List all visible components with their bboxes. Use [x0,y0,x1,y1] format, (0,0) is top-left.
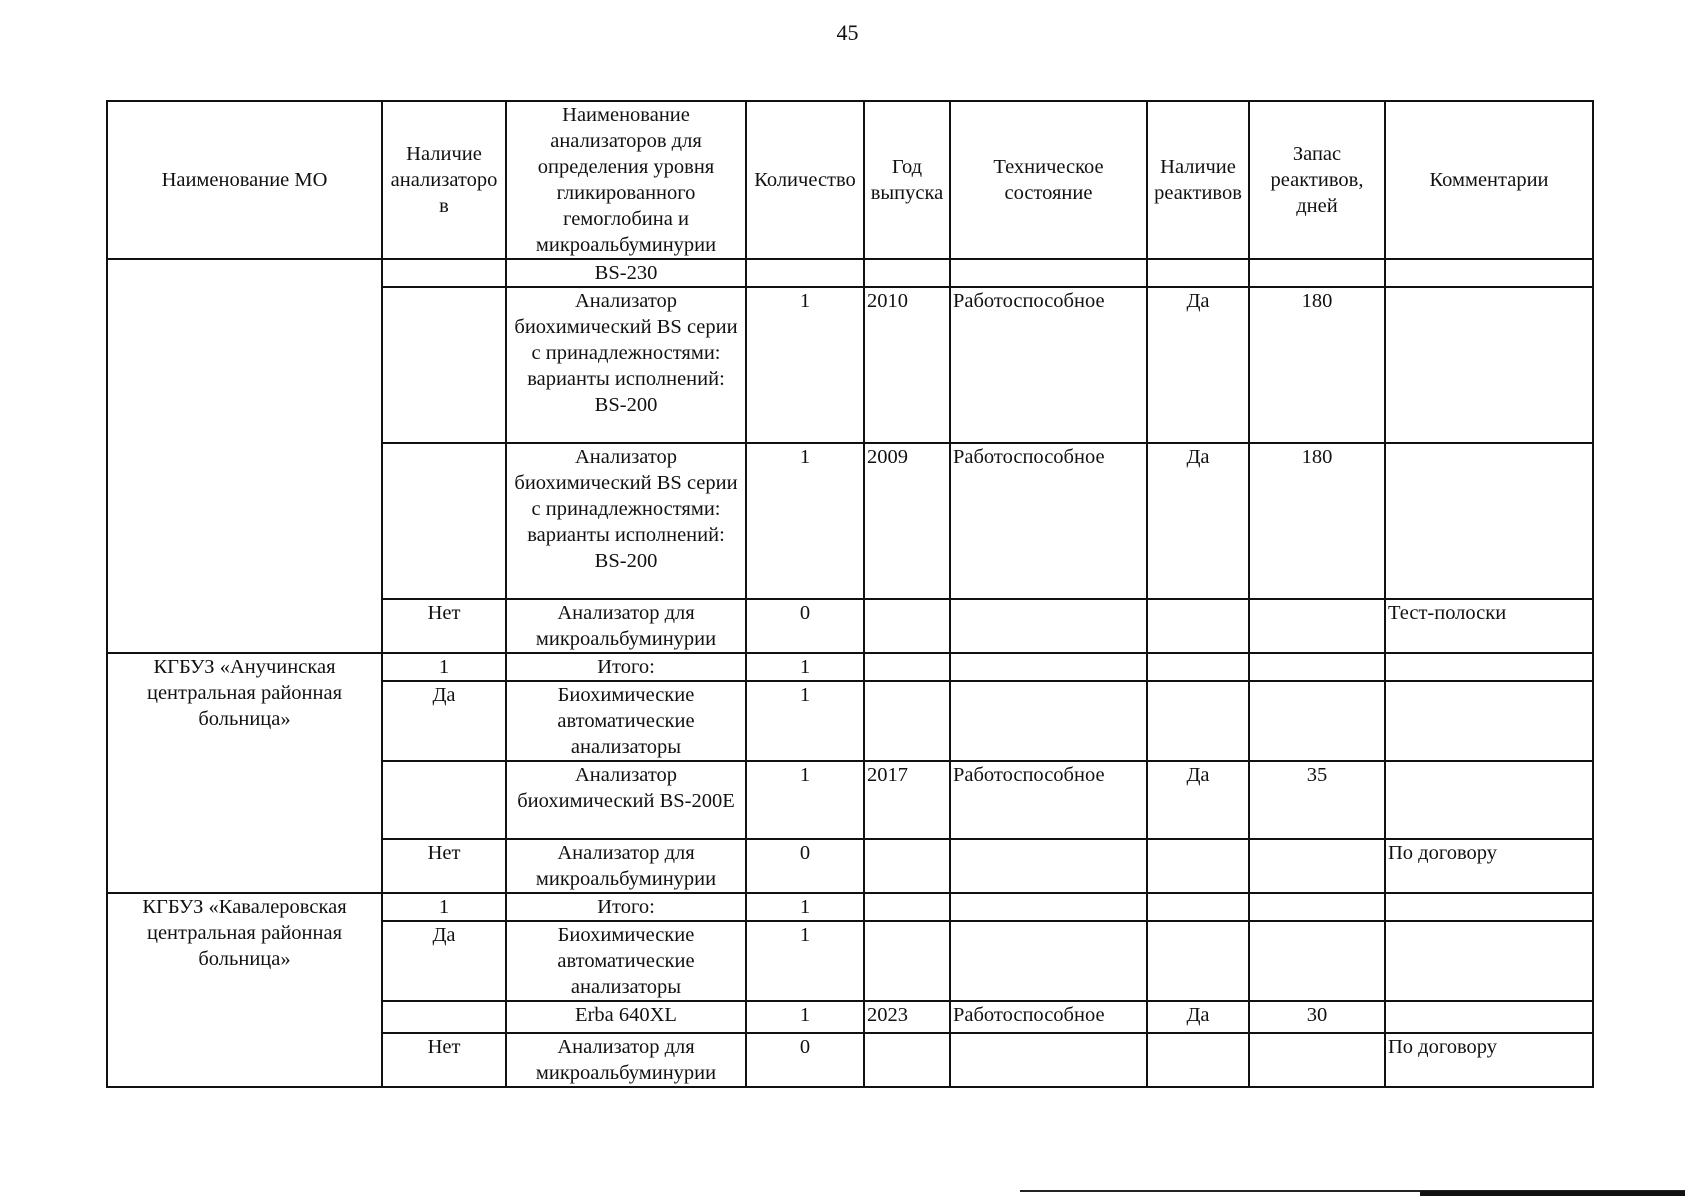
comment-cell [1385,893,1593,921]
year-cell: 2017 [864,761,950,839]
year-cell [864,839,950,893]
tech-state-cell [950,1033,1147,1087]
availability-cell: Нет [382,839,506,893]
reagents-cell [1147,893,1249,921]
comment-cell [1385,443,1593,599]
reserve-cell [1249,893,1385,921]
year-cell: 2023 [864,1001,950,1033]
quantity-cell: 1 [746,893,864,921]
reagents-cell [1147,259,1249,287]
availability-cell: 1 [382,893,506,921]
analyzer-name-cell: Анализатор биохимический BS серии с принадлежностями: варианты исполнений: BS-200 [506,287,746,443]
availability-cell: Нет [382,1033,506,1087]
table-row [107,893,1593,921]
year-cell: 2010 [864,287,950,443]
header-reserve: Запас реактивов, дней [1249,101,1385,259]
quantity-cell: 1 [746,1001,864,1033]
availability-cell [382,259,506,287]
availability-cell [382,761,506,839]
analyzer-name-cell: Анализатор биохимический BS-200E [506,761,746,839]
availability-cell: Нет [382,599,506,653]
tech-state-cell: Работоспособное [950,1001,1147,1033]
analyzer-name-cell: Анализатор биохимический BS серии с принадлежностями: варианты исполнений: BS-200 [506,443,746,599]
reagents-cell [1147,1033,1249,1087]
reagents-cell [1147,681,1249,761]
mo-name-cell: КГБУЗ «Анучинская центральная районная больница» [107,653,382,893]
analyzer-name-cell: Анализатор для микроальбуминурии [506,599,746,653]
mo-name-cell: КГБУЗ «Кавалеровская центральная районная больница» [107,893,382,1087]
availability-cell [382,443,506,599]
tech-state-cell [950,921,1147,1001]
reserve-cell [1249,681,1385,761]
quantity-cell: 0 [746,839,864,893]
quantity-cell: 0 [746,1033,864,1087]
analyzer-name-cell: Итого: [506,893,746,921]
bottom-rule-bold [1420,1191,1685,1196]
quantity-cell: 1 [746,681,864,761]
quantity-cell: 1 [746,443,864,599]
tech-state-cell [950,839,1147,893]
header-reagents: Наличие реактивов [1147,101,1249,259]
comment-cell [1385,761,1593,839]
comment-cell [1385,259,1593,287]
quantity-cell: 1 [746,287,864,443]
tech-state-cell [950,893,1147,921]
reagents-cell: Да [1147,1001,1249,1033]
quantity-cell: 0 [746,599,864,653]
tech-state-cell [950,599,1147,653]
year-cell [864,893,950,921]
availability-cell [382,1001,506,1033]
header-year: Год выпуска [864,101,950,259]
tech-state-cell [950,259,1147,287]
reagents-cell [1147,839,1249,893]
reagents-cell: Да [1147,443,1249,599]
comment-cell: По договору [1385,1033,1593,1087]
tech-state-cell: Работоспособное [950,761,1147,839]
analyzer-name-cell: Анализатор для микроальбуминурии [506,1033,746,1087]
reserve-cell [1249,921,1385,1001]
reserve-cell: 30 [1249,1001,1385,1033]
comment-cell [1385,681,1593,761]
tech-state-cell [950,653,1147,681]
quantity-cell: 1 [746,921,864,1001]
reserve-cell [1249,839,1385,893]
header-comments: Комментарии [1385,101,1593,259]
table-row [107,653,1593,681]
reserve-cell: 35 [1249,761,1385,839]
reserve-cell [1249,653,1385,681]
analyzer-name-cell: Итого: [506,653,746,681]
year-cell: 2009 [864,443,950,599]
analyzer-name-cell: Erba 640XL [506,1001,746,1033]
availability-cell: 1 [382,653,506,681]
year-cell [864,653,950,681]
analyzer-name-cell: BS-230 [506,259,746,287]
quantity-cell [746,259,864,287]
comment-cell [1385,287,1593,443]
analyzer-name-cell: Анализатор для микроальбуминурии [506,839,746,893]
table-row [107,259,1593,287]
analyzers-table [106,100,1594,1088]
availability-cell [382,287,506,443]
year-cell [864,681,950,761]
analyzer-name-cell: Биохимические автоматические анализаторы [506,681,746,761]
comment-cell: По договору [1385,839,1593,893]
year-cell [864,921,950,1001]
header-mo: Наименование МО [107,101,382,259]
tech-state-cell [950,681,1147,761]
reagents-cell: Да [1147,761,1249,839]
analyzer-name-cell: Биохимические автоматические анализаторы [506,921,746,1001]
header-tech-state: Техническое состояние [950,101,1147,259]
mo-name-cell [107,259,382,653]
header-row [107,101,1593,259]
quantity-cell: 1 [746,653,864,681]
reserve-cell: 180 [1249,443,1385,599]
reserve-cell: 180 [1249,287,1385,443]
comment-cell [1385,1001,1593,1033]
reagents-cell [1147,921,1249,1001]
tech-state-cell: Работоспособное [950,287,1147,443]
availability-cell: Да [382,681,506,761]
availability-cell: Да [382,921,506,1001]
header-availability: Наличие анализаторо в [382,101,506,259]
reserve-cell [1249,259,1385,287]
tech-state-cell: Работоспособное [950,443,1147,599]
reserve-cell [1249,1033,1385,1087]
reagents-cell [1147,653,1249,681]
reagents-cell: Да [1147,287,1249,443]
header-quantity: Количество [746,101,864,259]
quantity-cell: 1 [746,761,864,839]
year-cell [864,1033,950,1087]
reagents-cell [1147,599,1249,653]
comment-cell [1385,921,1593,1001]
comment-cell [1385,653,1593,681]
page-number: 45 [836,20,859,45]
header-analyzer-name: Наименование анализаторов для определения уровня гликированного гемоглобина и микроальбуминурии [506,101,746,259]
year-cell [864,599,950,653]
comment-cell: Тест-полоски [1385,599,1593,653]
year-cell [864,259,950,287]
reserve-cell [1249,599,1385,653]
